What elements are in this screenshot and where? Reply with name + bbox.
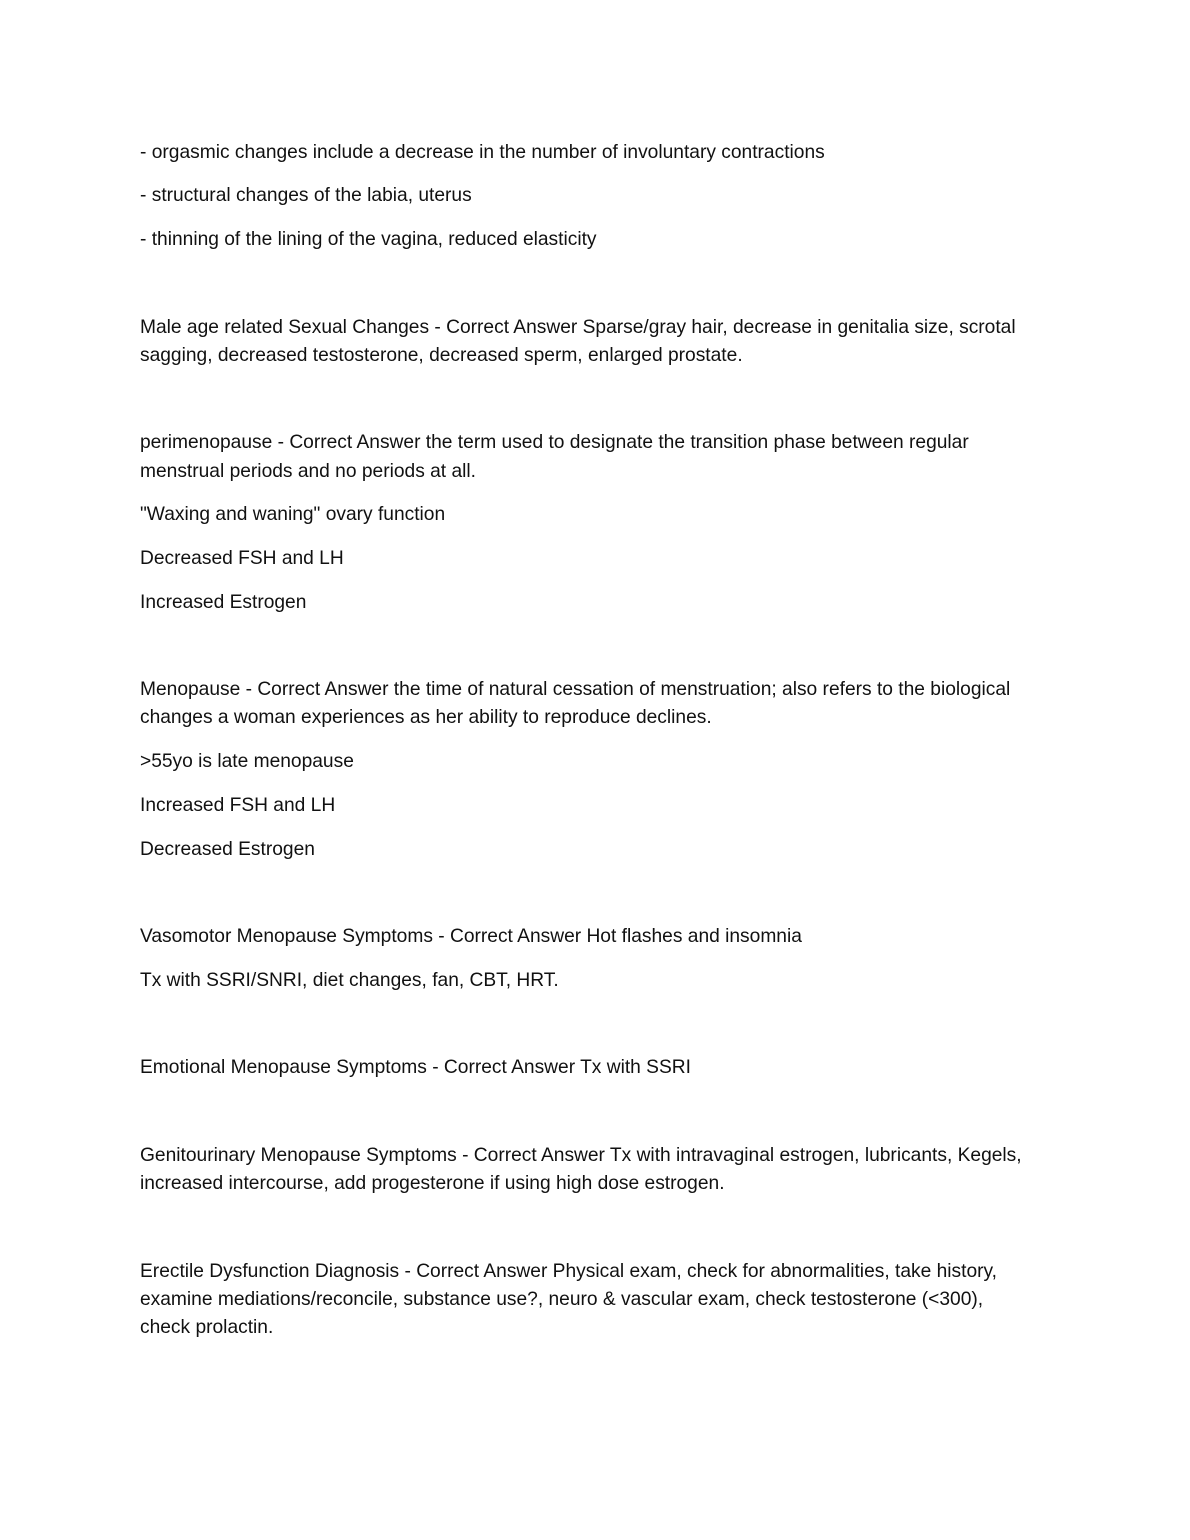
text-line: changes a woman experiences as her ability to reproduce declines.: [140, 707, 712, 728]
text-line: Genitourinary Menopause Symptoms - Correct Answer Tx with intravaginal estrogen, lubricants, Kegels,: [140, 1145, 1022, 1166]
text-line: Erectile Dysfunction Diagnosis - Correct Answer Physical exam, check for abnormalities, take history,: [140, 1261, 998, 1282]
text-line: examine mediations/reconcile, substance use?, neuro & vascular exam, check testosterone (<300),: [140, 1289, 984, 1310]
text-line: perimenopause - Correct Answer the term used to designate the transition phase between regular: [140, 432, 969, 453]
text-line: Male age related Sexual Changes - Correct Answer Sparse/gray hair, decrease in genitalia size, scrotal: [140, 317, 1016, 338]
text-line: Menopause - Correct Answer the time of natural cessation of menstruation; also refers to the biological: [140, 679, 1011, 700]
text-line: "Waxing and waning" ovary function: [140, 504, 446, 525]
text-line: check prolactin.: [140, 1317, 274, 1338]
text-line: menstrual periods and no periods at all.: [140, 461, 476, 482]
text-line: Tx with SSRI/SNRI, diet changes, fan, CBT, HRT.: [140, 970, 559, 991]
text-line: >55yo is late menopause: [140, 751, 354, 772]
text-line: Decreased Estrogen: [140, 839, 315, 860]
text-line: Increased FSH and LH: [140, 795, 336, 816]
text-line: Vasomotor Menopause Symptoms - Correct Answer Hot flashes and insomnia: [140, 926, 802, 947]
text-line: sagging, decreased testosterone, decreased sperm, enlarged prostate.: [140, 345, 743, 366]
text-line: - thinning of the lining of the vagina, reduced elasticity: [140, 229, 597, 250]
text-line: - orgasmic changes include a decrease in the number of involuntary contractions: [140, 142, 825, 163]
text-line: - structural changes of the labia, uterus: [140, 185, 472, 206]
text-line: increased intercourse, add progesterone if using high dose estrogen.: [140, 1173, 725, 1194]
text-line: Decreased FSH and LH: [140, 548, 344, 569]
text-line: Increased Estrogen: [140, 592, 307, 613]
text-line: Emotional Menopause Symptoms - Correct Answer Tx with SSRI: [140, 1057, 691, 1078]
